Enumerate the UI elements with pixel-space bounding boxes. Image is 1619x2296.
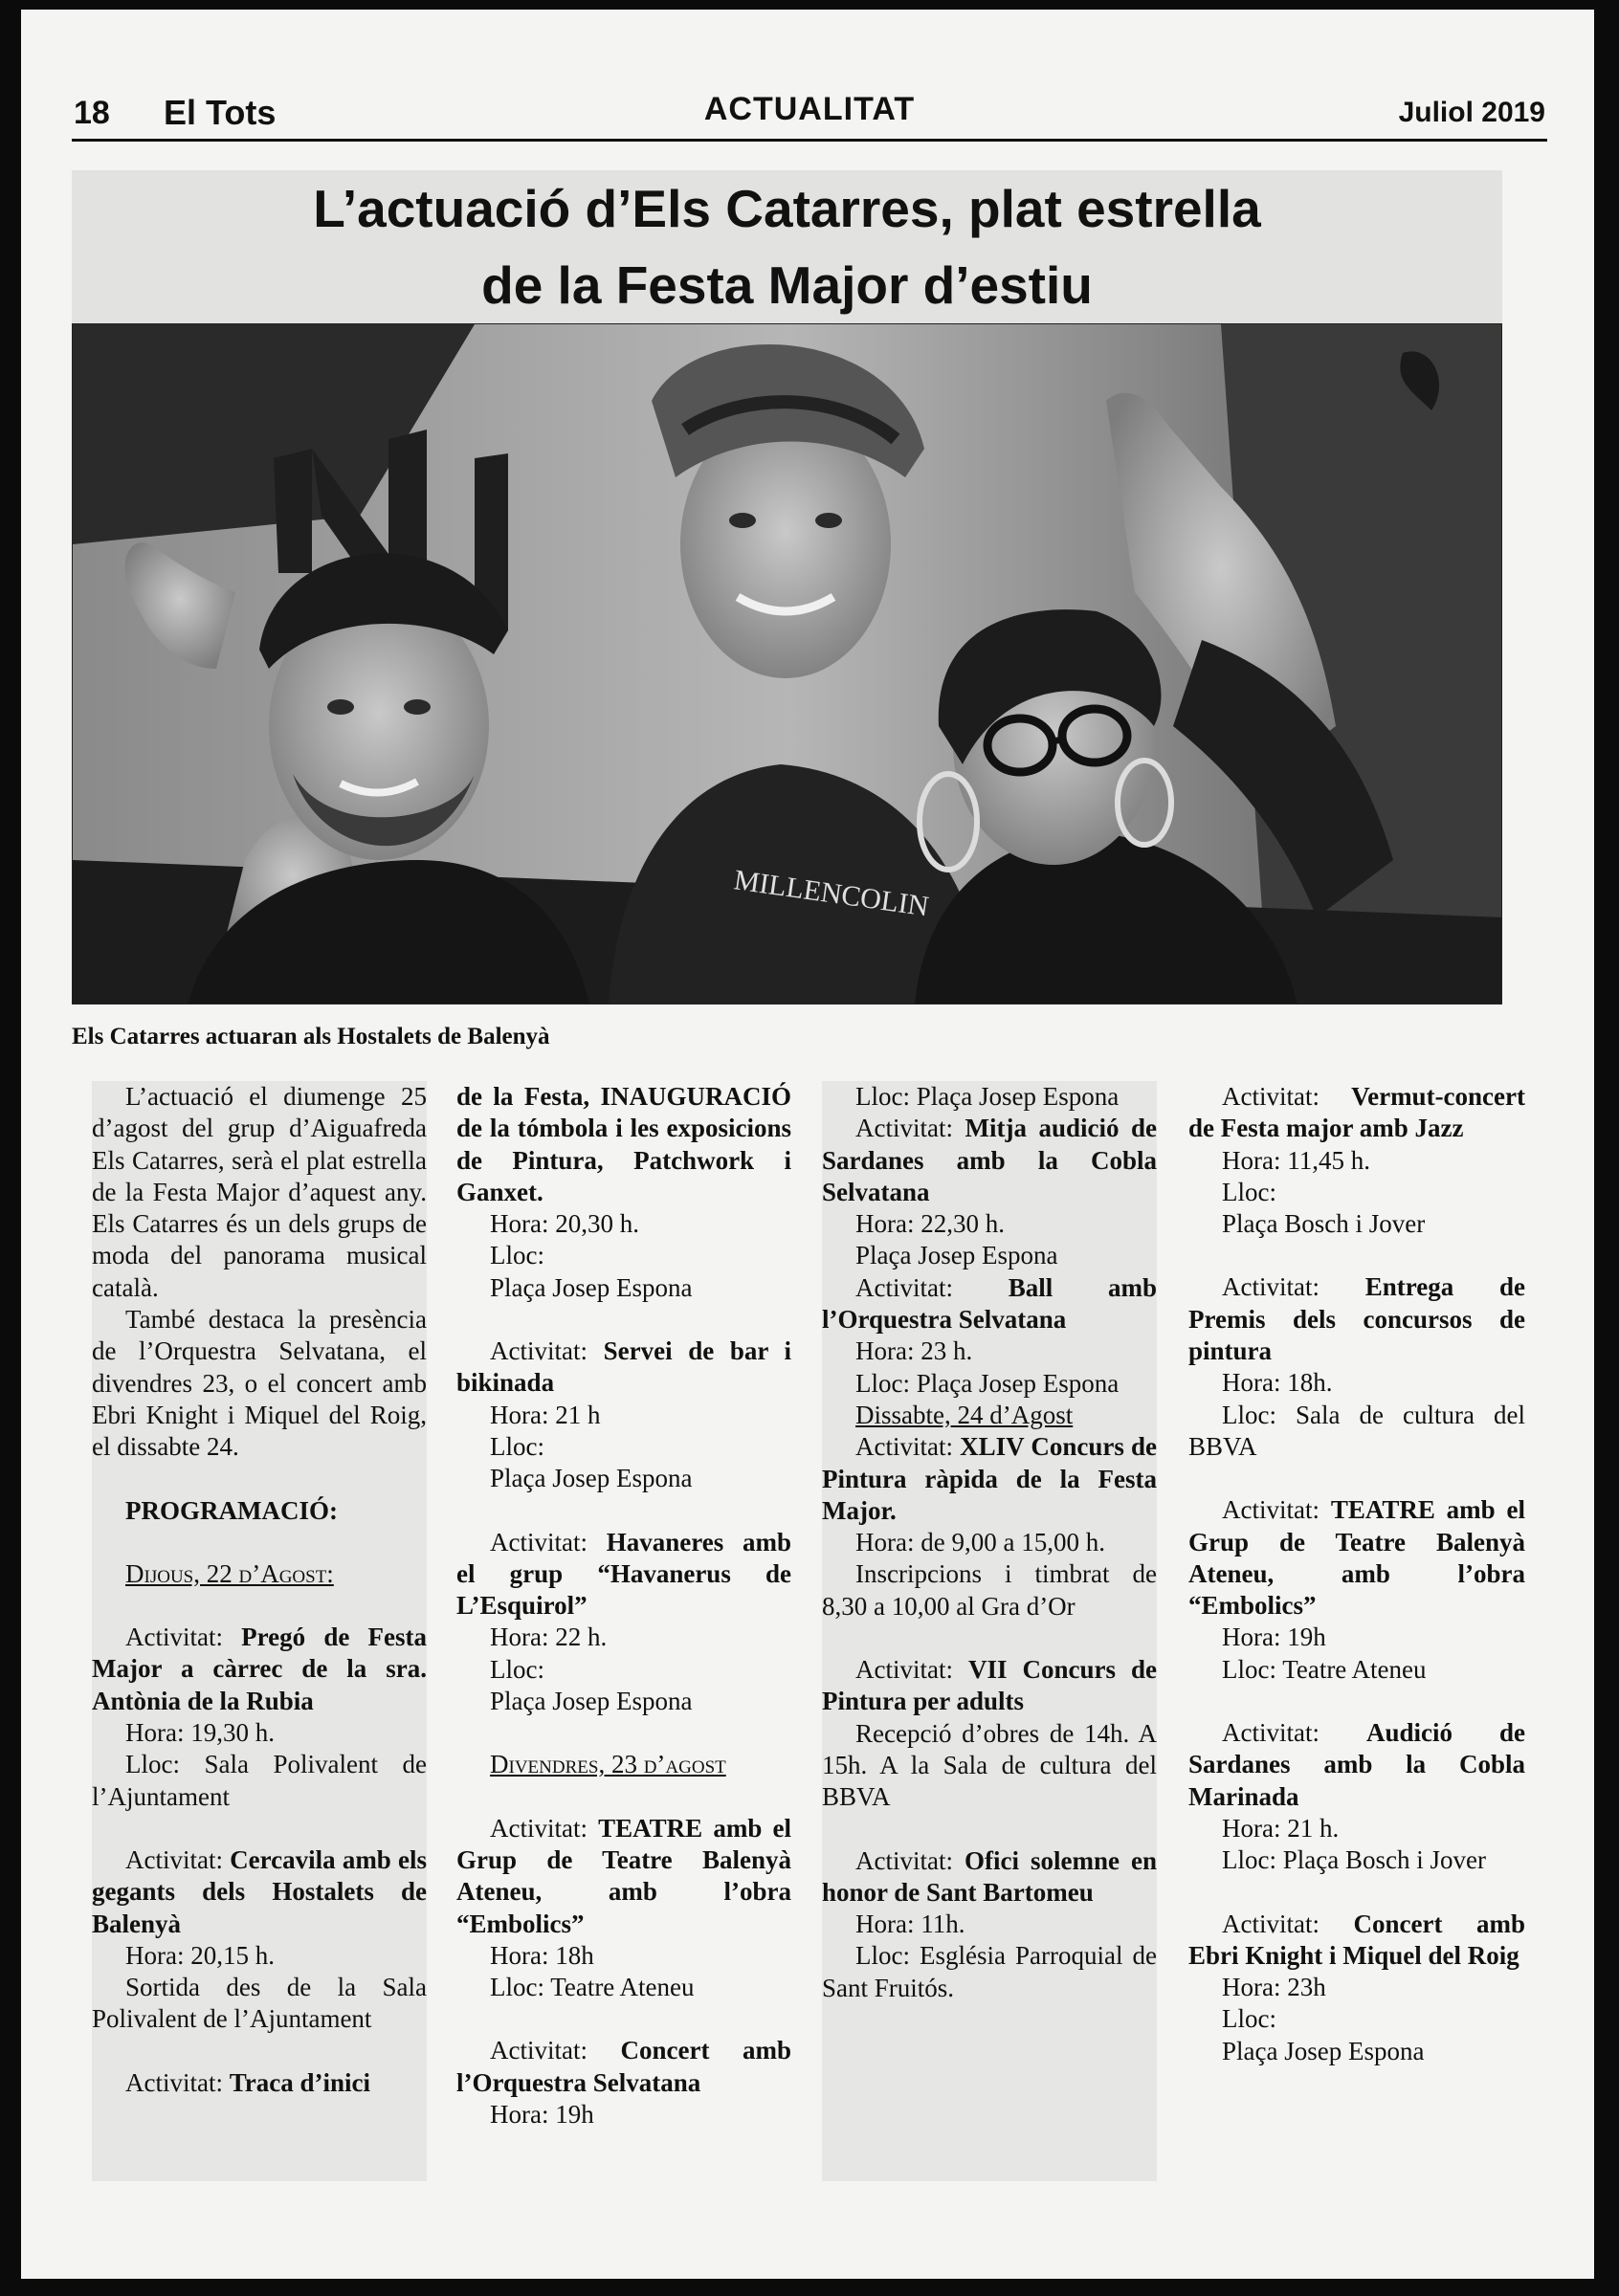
event-label: Activitat: xyxy=(490,1336,604,1366)
headline-box xyxy=(72,170,1502,323)
event-place-label: Lloc: xyxy=(1222,1177,1276,1206)
event-time: Hora: 18h xyxy=(490,1940,594,1970)
event-place: Lloc: Plaça Josep Espona xyxy=(855,1082,1120,1111)
event-title: Ofici solemne en honor de Sant Bartomeu xyxy=(822,1845,1157,1907)
event-label: Activitat: xyxy=(1222,1718,1366,1748)
column-4 xyxy=(1188,1081,1525,2181)
publication-name: El Tots xyxy=(164,93,277,132)
event-place-label: Lloc: xyxy=(490,1654,544,1684)
event-time: Hora: de 9,00 a 15,00 h. xyxy=(855,1528,1105,1557)
event-item xyxy=(92,1622,427,1717)
event-title: Havaneres amb el grup “Havanerus de L’Esquirol” xyxy=(456,1527,791,1621)
event-place: Plaça Josep Espona xyxy=(490,1687,693,1716)
event-item xyxy=(456,1336,791,1400)
page-number: 18 xyxy=(74,95,110,131)
event-title: XLIV Concurs de Pintura ràpida de la Festa Major. xyxy=(822,1432,1157,1525)
event-label: Activitat: xyxy=(855,1114,965,1143)
event-time: Hora: 19,30 h. xyxy=(125,1718,275,1748)
band-photo xyxy=(72,323,1502,1004)
event-title: Ball amb l’Orquestra Selvatana xyxy=(822,1272,1157,1335)
day-heading-saturday: Dissabte, 24 d’Agost xyxy=(855,1400,1074,1429)
event-time: Hora: 23h xyxy=(1222,1973,1326,2002)
shirt-print: MILLENCOLIN xyxy=(732,864,931,923)
event-place: Lloc: Església Parroquial de Sant Fruitós. xyxy=(822,1941,1157,2002)
event-time: Hora: 18h. xyxy=(1222,1368,1333,1398)
event-label: Activitat: xyxy=(490,1527,607,1556)
event-item xyxy=(1188,1717,1525,1813)
event-label: Activitat: xyxy=(125,1844,231,1874)
event-item xyxy=(92,1844,427,1940)
event-title: TEATRE amb el Grup de Teatre Balenyà Ateneu, amb l’obra “Embolics” xyxy=(456,1813,791,1938)
event-item xyxy=(1188,1909,1525,1973)
event-time: Hora: 22 h. xyxy=(490,1623,608,1652)
event-item xyxy=(1188,1494,1525,1622)
event-label: Activitat: xyxy=(125,2067,230,2097)
event-place: Lloc: Sala Polivalent de l’Ajuntament xyxy=(92,1750,427,1811)
column-3 xyxy=(822,1081,1157,2181)
event-item xyxy=(822,1654,1157,1718)
event-place: Lloc: Plaça Bosch i Jover xyxy=(1222,1845,1486,1875)
event-registration: Inscripcions i timbrat de 8,30 a 10,00 al Gra d’Or xyxy=(822,1559,1157,1621)
event-item xyxy=(456,1813,791,1940)
event-label: Activitat: xyxy=(490,2036,621,2065)
event-label: Activitat: xyxy=(1222,1082,1352,1111)
event-label: Activitat: xyxy=(125,1623,242,1652)
event-title: Vermut-concert de Festa major amb Jazz xyxy=(1188,1082,1525,1143)
event-label: Activitat: xyxy=(490,1813,599,1843)
event-title: Concert amb l’Orquestra Selvatana xyxy=(456,2036,791,2097)
event-label: Activitat: xyxy=(1222,1495,1331,1525)
photo-caption: Els Catarres actuaran als Hostalets de Balenyà xyxy=(72,1024,550,1049)
programme-heading: PROGRAMACIÓ: xyxy=(125,1495,338,1525)
event-item xyxy=(822,1845,1157,1910)
event-title: TEATRE amb el Grup de Teatre Balenyà Ateneu, amb l’obra “Embolics” xyxy=(1188,1495,1525,1621)
event-time: Hora: 21 h. xyxy=(1222,1813,1340,1843)
headline xyxy=(72,170,1502,323)
event-title: de la Festa, INAUGURACIÓ de la tómbola i les exposicions de Pintura, Patchwork i Ganxet. xyxy=(456,1082,791,1206)
event-item xyxy=(92,2067,427,2099)
page-header xyxy=(72,81,1547,142)
event-title: Entrega de Premis dels concursos de pintura xyxy=(1188,1272,1525,1366)
event-details: Recepció d’obres de 14h. A 15h. A la Sala de cultura del BBVA xyxy=(822,1718,1157,1812)
event-item xyxy=(1188,1271,1525,1367)
event-place: Plaça Josep Espona xyxy=(1222,2036,1425,2065)
event-place-label: Lloc: xyxy=(490,1431,544,1461)
event-time: Hora: 11,45 h. xyxy=(1222,1145,1370,1175)
headline-line-1: L’actuació d’Els Catarres, plat estrella xyxy=(313,179,1261,238)
event-label: Activitat: xyxy=(855,1432,961,1462)
event-place: Lloc: Teatre Ateneu xyxy=(1222,1654,1427,1684)
intro-paragraph-2: També destaca la presència de l’Orquestra Selvatana, el divendres 23, o el concert amb Ebri Knight i Miquel del Roig, el dissabte 24. xyxy=(92,1305,427,1462)
event-title: Pregó de Festa Major a càrrec de la sra. Antònia de la Rubia xyxy=(92,1623,427,1715)
intro-paragraph-1: L’actuació el diumenge 25 d’agost del grup d’Aiguafreda Els Catarres, serà el plat estrella de la Festa Major d’aquest any. Els Catarres és un dels grups de moda del panorama musical català. xyxy=(92,1082,427,1302)
event-item xyxy=(456,2035,791,2099)
event-time: Hora: 22,30 h. xyxy=(855,1209,1005,1239)
event-label: Activitat: xyxy=(855,1272,1009,1302)
event-item xyxy=(822,1431,1157,1527)
event-item xyxy=(1188,1081,1525,1145)
event-time: Hora: 19h xyxy=(490,2100,594,2130)
event-item xyxy=(456,1527,791,1623)
event-time: Hora: 20,15 h. xyxy=(125,1940,275,1970)
event-place: Lloc: Plaça Josep Espona xyxy=(855,1368,1120,1398)
event-place: Plaça Bosch i Jover xyxy=(1222,1209,1426,1239)
event-title: Traca d’inici xyxy=(229,2067,370,2097)
headline-line-2: de la Festa Major d’estiu xyxy=(481,255,1093,315)
event-place: Plaça Josep Espona xyxy=(490,1272,693,1302)
event-time: Hora: 23 h. xyxy=(855,1336,973,1366)
event-time: Hora: 11h. xyxy=(855,1910,965,1939)
event-place: Lloc: Sala de cultura del BBVA xyxy=(1188,1400,1525,1461)
column-1 xyxy=(92,1081,427,2181)
column-2 xyxy=(456,1081,791,2181)
event-label: Activitat: xyxy=(1222,1909,1354,1938)
event-place: Lloc: Teatre Ateneu xyxy=(490,1973,695,2002)
event-place: Sortida des de la Sala Polivalent de l’Ajuntament xyxy=(92,1973,427,2034)
event-item xyxy=(822,1113,1157,1208)
day-heading-friday: Divendres, 23 d’agost xyxy=(490,1750,726,1779)
event-place: Plaça Josep Espona xyxy=(490,1464,693,1493)
event-label: Activitat: xyxy=(855,1845,965,1875)
event-place-label: Lloc: xyxy=(1222,2004,1276,2034)
event-time: Hora: 19h xyxy=(1222,1623,1326,1652)
event-label: Activitat: xyxy=(855,1655,968,1685)
event-item xyxy=(822,1272,1157,1336)
event-place-label: Lloc: xyxy=(490,1241,544,1270)
event-time: Hora: 20,30 h. xyxy=(490,1209,639,1239)
event-title: Servei de bar i bikinada xyxy=(456,1336,791,1398)
event-time: Hora: 21 h xyxy=(490,1400,601,1429)
event-title: Cercavila amb els gegants dels Hostalets de Balenyà xyxy=(92,1844,428,1938)
event-place: Plaça Josep Espona xyxy=(855,1241,1058,1270)
event-title: Concert amb Ebri Knight i Miquel del Roig xyxy=(1188,1909,1525,1970)
event-title: Audició de Sardanes amb la Cobla Marinada xyxy=(1188,1718,1525,1811)
event-title: VII Concurs de Pintura per adults xyxy=(822,1655,1157,1716)
event-title: Mitja audició de Sardanes amb la Cobla Selvatana xyxy=(822,1114,1157,1206)
event-label: Activitat: xyxy=(1222,1272,1365,1302)
issue-date: Juliol 2019 xyxy=(1398,97,1545,128)
day-heading-thursday: Dijous, 22 d’Agost: xyxy=(125,1558,334,1588)
section-name: ACTUALITAT xyxy=(703,91,916,127)
